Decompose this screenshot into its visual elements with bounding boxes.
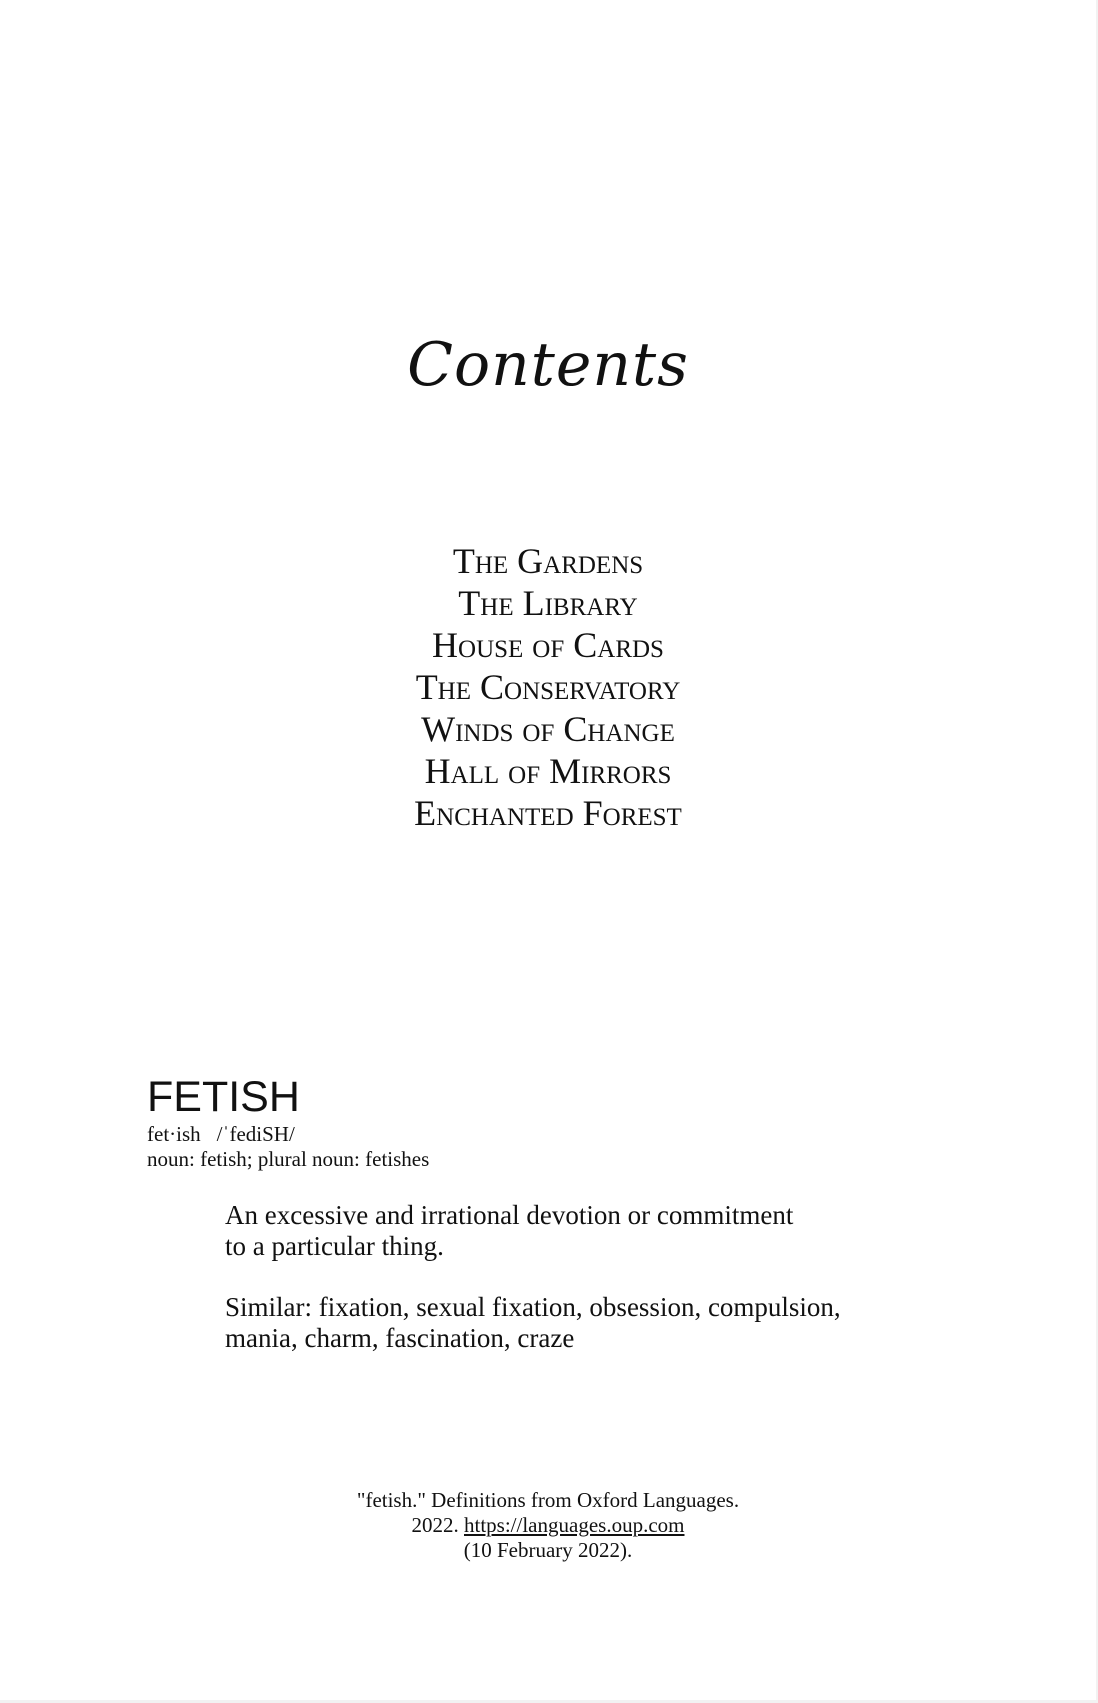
- citation-year: 2022.: [411, 1513, 464, 1537]
- syllabification: fet·ish: [147, 1122, 201, 1146]
- similar-line: mania, charm, fascination, craze: [225, 1323, 575, 1353]
- citation-link[interactable]: https://languages.oup.com: [464, 1513, 685, 1537]
- toc-item[interactable]: House of Cards: [432, 625, 664, 665]
- toc-item[interactable]: The Library: [458, 583, 638, 623]
- table-of-contents: [0, 540, 1096, 834]
- toc-item[interactable]: Hall of Mirrors: [424, 751, 672, 791]
- meaning-line: An excessive and irrational devotion or commitment: [225, 1200, 794, 1230]
- similar-words: [225, 1292, 925, 1354]
- toc-item[interactable]: The Conservatory: [415, 667, 681, 707]
- similar-line: Similar: fixation, sexual fixation, obsession, compulsion,: [225, 1292, 841, 1322]
- contents-title: Contents: [407, 330, 689, 400]
- grammar-info: noun: fetish; plural noun: fetishes: [147, 1147, 430, 1171]
- definition-body: [225, 1200, 925, 1384]
- meaning: [225, 1200, 925, 1262]
- toc-item[interactable]: Enchanted Forest: [414, 793, 682, 833]
- citation-line: [0, 1513, 1096, 1538]
- toc-item[interactable]: Winds of Change: [421, 709, 675, 749]
- headword: FETISH: [147, 1073, 300, 1121]
- citation-date: (10 February 2022).: [463, 1538, 633, 1562]
- ipa-transcription: /ˈfediSH/: [216, 1122, 295, 1146]
- citation: [0, 1488, 1096, 1563]
- pronunciation: [147, 1122, 947, 1147]
- toc-item[interactable]: The Gardens: [452, 541, 644, 581]
- dictionary-entry: [147, 1072, 947, 1172]
- meaning-line: to a particular thing.: [225, 1231, 444, 1261]
- citation-line: "fetish." Definitions from Oxford Languages.: [356, 1488, 740, 1512]
